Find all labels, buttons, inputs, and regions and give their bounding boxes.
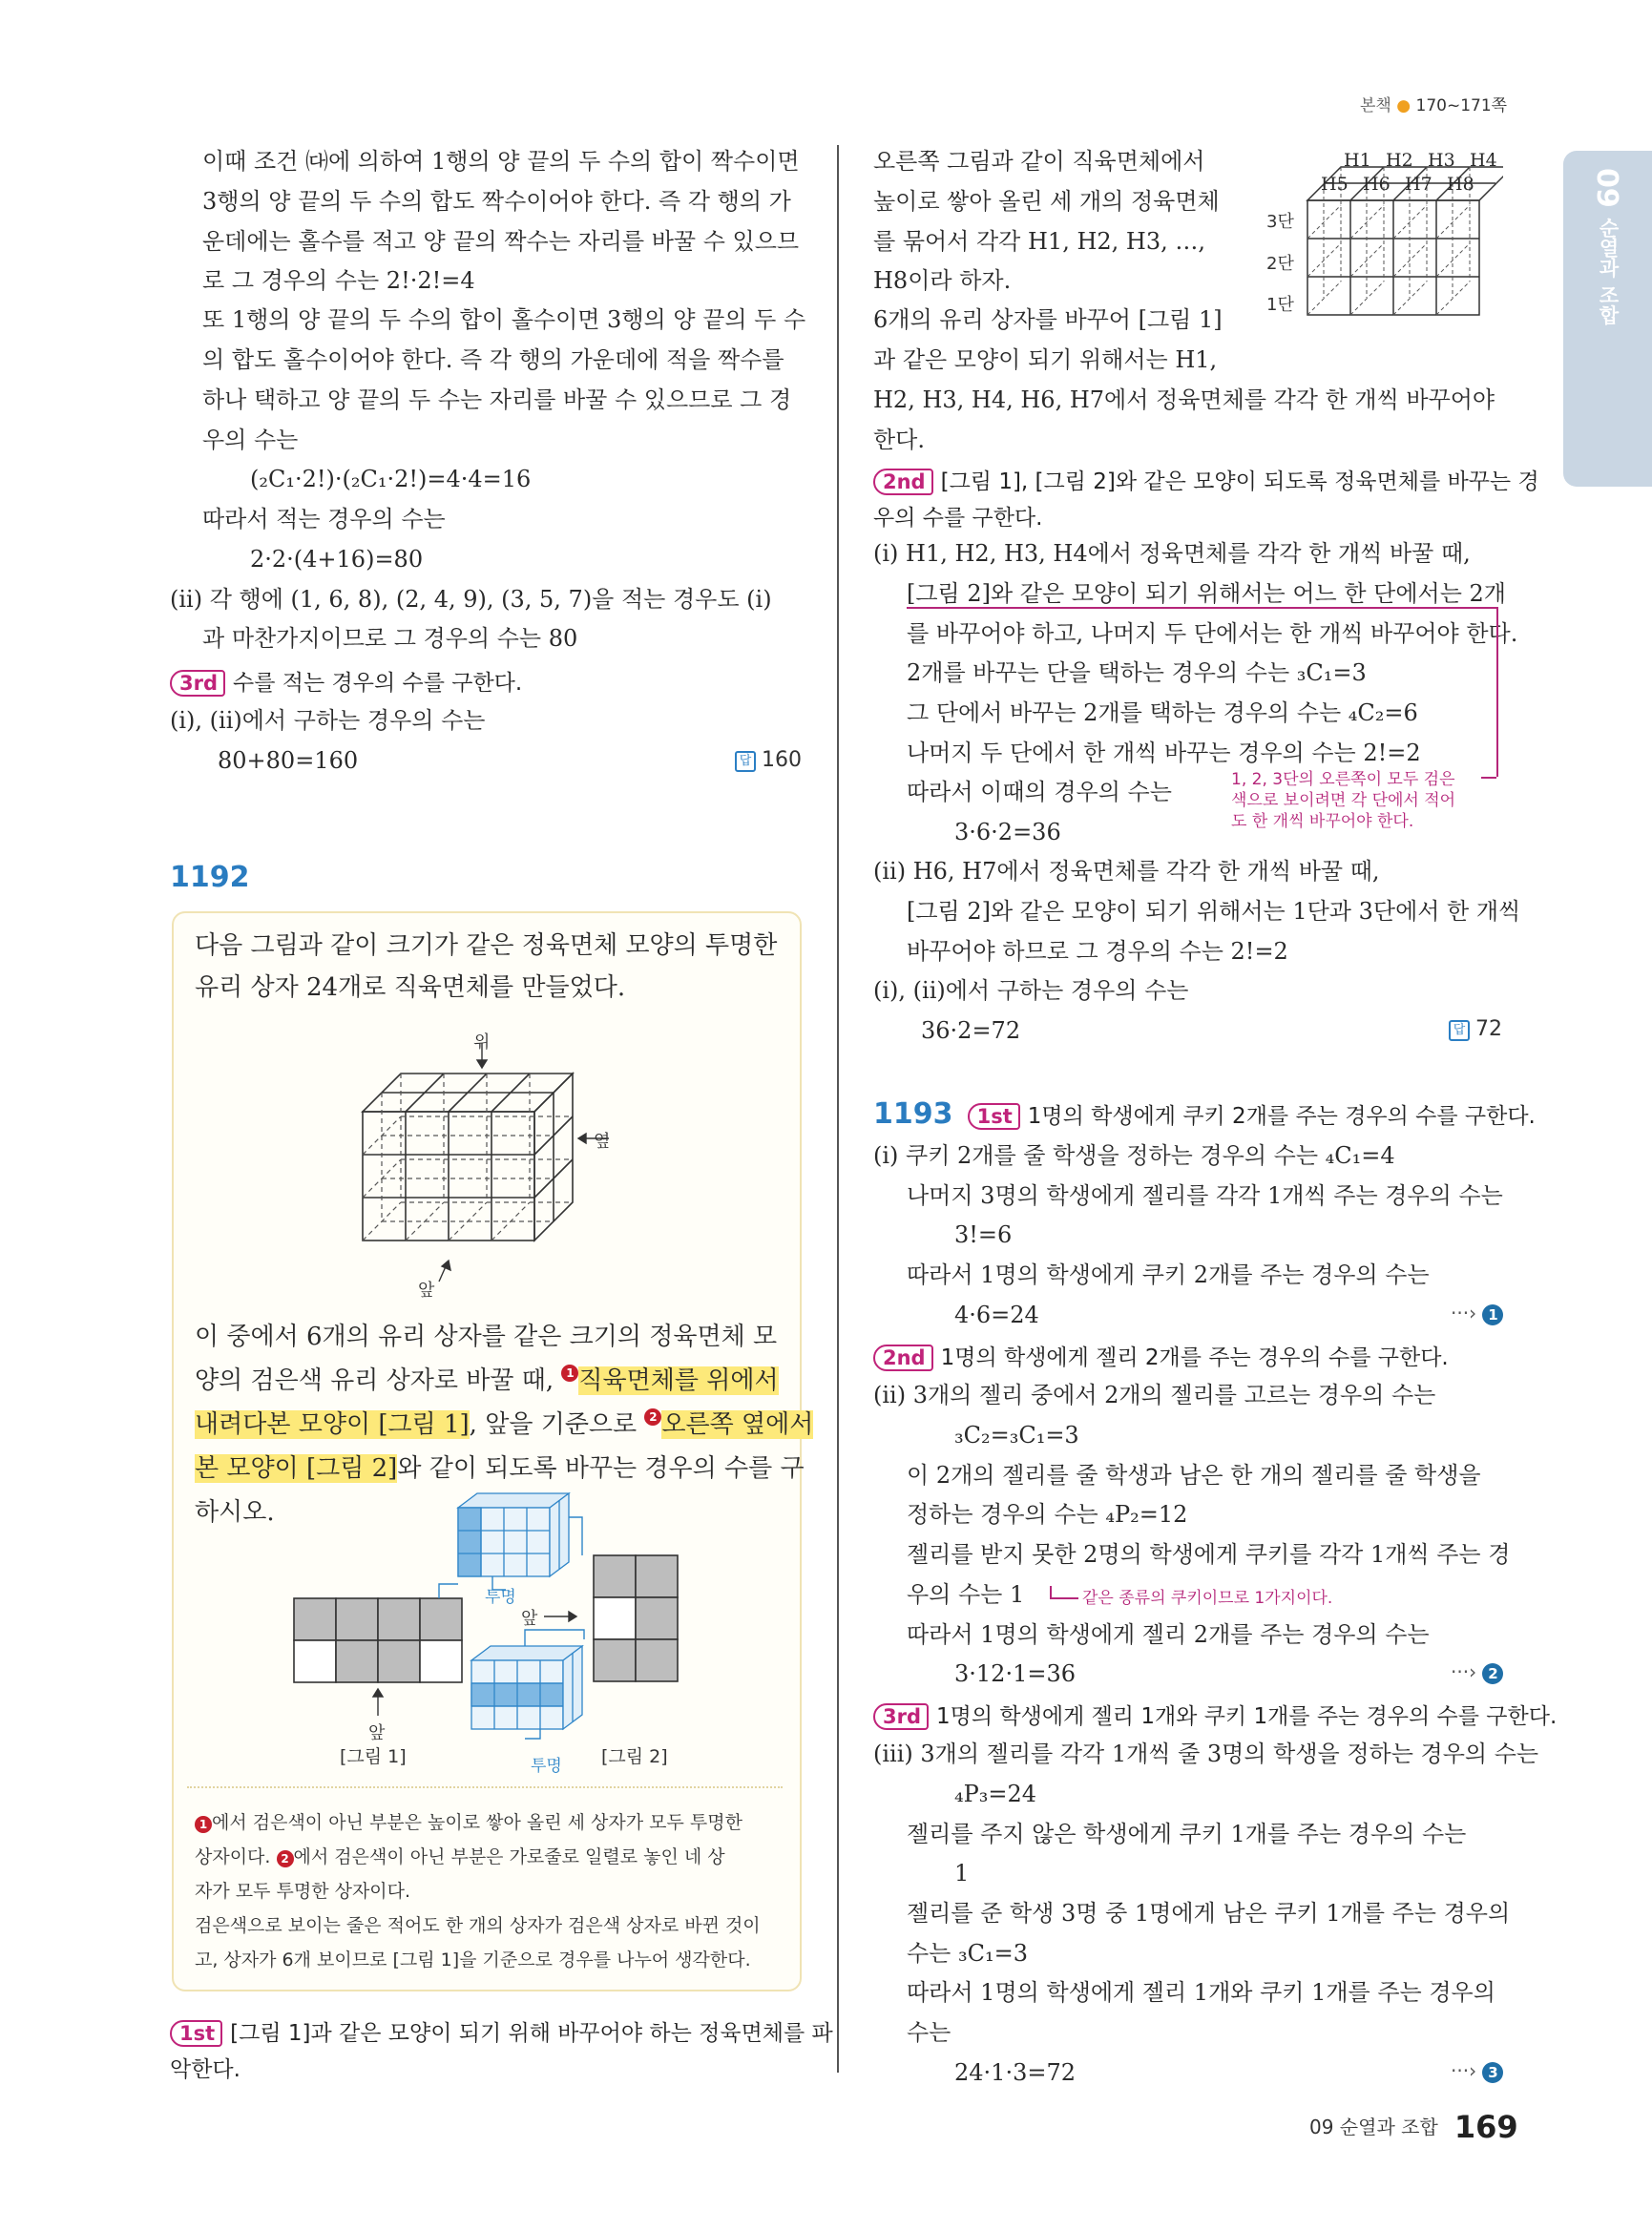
hint-marker-2: 2 xyxy=(277,1850,294,1867)
problem-body-1: 이 중에서 6개의 유리 상자를 같은 크기의 정육면체 모 xyxy=(195,1323,778,1351)
text-line: 로 그 경우의 수는 2!·2!=4 xyxy=(202,267,475,294)
formula-line: ₄P₃=24 xyxy=(954,1781,1037,1807)
text-line: (ii) 3개의 젤리 중에서 2개의 젤리를 고르는 경우의 수는 xyxy=(873,1382,1436,1408)
step-text: [그림 1], [그림 2]와 같은 모양이 되도록 정육면체를 바꾸는 경 xyxy=(940,469,1539,494)
problem-body-5: 하시오. xyxy=(195,1498,275,1527)
header-book: 본책 xyxy=(1360,96,1391,115)
h-label: H2 xyxy=(1386,150,1413,171)
problem-1193-header xyxy=(873,1097,1536,1131)
step-2nd-1193 xyxy=(873,1340,1449,1371)
text-line: 수는 ₃C₁=3 xyxy=(907,1940,1028,1967)
text-line: 젤리를 준 학생 3명 중 1명에게 남은 쿠키 1개를 주는 경우의 xyxy=(907,1900,1511,1927)
h-label: H7 xyxy=(1405,174,1432,195)
step-text: [그림 1]과 같은 모양이 되기 위해 바꾸어야 하는 정육면체를 파 xyxy=(230,2021,833,2046)
step-text: 1명의 학생에게 젤리 2개를 주는 경우의 수를 구한다. xyxy=(940,1345,1449,1370)
step-tag: 2nd xyxy=(873,1345,933,1371)
formula-line: 36·2=72 xyxy=(921,1017,1021,1044)
step-tag: 1st xyxy=(968,1103,1020,1130)
text-line: H8이라 하자. xyxy=(873,267,1012,294)
chapter-tab-title: 순열과 조합 xyxy=(1597,218,1620,325)
step-tag: 1st xyxy=(170,2020,222,2047)
hint-marker-1: 1 xyxy=(195,1816,212,1833)
underline-annotation xyxy=(907,607,1498,609)
text-line: 오른쪽 그림과 같이 직육면체에서 xyxy=(873,148,1205,175)
hint-line-2 xyxy=(195,1840,761,1874)
result-marker: 3 xyxy=(1482,2062,1503,2083)
problem-body-3 xyxy=(195,1408,813,1441)
h-labels-bottom-row xyxy=(1321,174,1489,195)
note-same-cookie xyxy=(1050,1586,1332,1609)
text-line: 따라서 이때의 경우의 수는 xyxy=(907,779,1172,805)
hint-line-5: 고, 상자가 6개 보이므로 [그림 1]을 기준으로 경우를 나누어 생각한다. xyxy=(195,1950,751,1970)
formula-line: 80+80=160 xyxy=(218,747,359,774)
cuboid-figure xyxy=(344,1026,630,1298)
h-label: H1 xyxy=(1344,150,1371,171)
marker-2: 2 xyxy=(644,1408,661,1426)
bracket-annotation-tip xyxy=(1481,777,1496,779)
formula-line: 4·6=24 xyxy=(954,1302,1039,1328)
h-labels-top-row xyxy=(1344,150,1512,171)
problem-intro-1: 다음 그림과 같이 크기가 같은 정육면체 모양의 투명한 xyxy=(195,931,778,960)
pink-note xyxy=(1231,769,1455,832)
text-line: 3행의 양 끝의 두 수의 합도 짝수이어야 한다. 즉 각 행의 가 xyxy=(202,188,791,215)
text-line: 이때 조건 ㈐에 의하여 1행의 양 끝의 두 수의 합이 짝수이면 xyxy=(202,148,800,175)
answer-value: 72 xyxy=(1475,1017,1502,1041)
marker-1: 1 xyxy=(561,1365,578,1382)
formula-line: ₃C₂=₃C₁=3 xyxy=(954,1422,1079,1449)
note-bracket xyxy=(1050,1586,1078,1599)
text-line: [그림 2]와 같은 모양이 되기 위해서는 어느 한 단에서는 2개 xyxy=(907,580,1506,607)
footer-page-number: 169 xyxy=(1453,2109,1518,2145)
text-line: 이 2개의 젤리를 줄 학생과 남은 한 개의 젤리를 줄 학생을 xyxy=(907,1462,1481,1489)
h-label: H3 xyxy=(1428,150,1455,171)
step-3rd-left xyxy=(170,665,522,697)
h-label: H6 xyxy=(1363,174,1391,195)
bracket-annotation xyxy=(1496,607,1498,777)
label-figure-1: [그림 1] xyxy=(340,1746,407,1767)
step-text: 1명의 학생에게 쿠키 2개를 주는 경우의 수를 구한다. xyxy=(1027,1104,1536,1129)
body-text: 와 같이 되도록 바꾸는 경우의 수를 구 xyxy=(397,1454,805,1483)
text-line: (i) 쿠키 2개를 줄 학생을 정하는 경우의 수는 ₄C₁=4 xyxy=(873,1142,1395,1169)
text-line: 젤리를 받지 못한 2명의 학생에게 쿠키를 각각 1개씩 주는 경 xyxy=(907,1541,1511,1568)
blue-cube-bottom xyxy=(471,1646,582,1729)
chapter-tab-number: 09 xyxy=(1590,168,1623,208)
highlight-text: 내려다본 모양이 [그림 1] xyxy=(195,1410,470,1439)
note-line: 1, 2, 3단의 오른쪽이 모두 검은 xyxy=(1231,770,1455,789)
header-dot: ● xyxy=(1396,96,1412,115)
step-1st-left xyxy=(170,2016,833,2087)
tier-label-2: 2단 xyxy=(1266,254,1294,274)
text-line: 과 같은 모양이 되기 위해서는 H1, xyxy=(873,346,1218,373)
label-side: 옆 xyxy=(594,1132,611,1152)
step-text-cont: 우의 수를 구한다. xyxy=(873,506,1043,531)
problem-body-2 xyxy=(195,1365,779,1397)
problem-number-1192: 1192 xyxy=(170,861,250,894)
step-text: 1명의 학생에게 젤리 1개와 쿠키 1개를 주는 경우의 수를 구한다. xyxy=(936,1704,1558,1729)
text-line: 젤리를 주지 않은 학생에게 쿠키 1개를 주는 경우의 수는 xyxy=(907,1821,1467,1847)
text-line: 과 마찬가지이므로 그 경우의 수는 80 xyxy=(202,625,578,652)
hint-text: 에서 검은색이 아닌 부분은 가로줄로 일렬로 놓인 네 상 xyxy=(293,1846,725,1867)
note-line: 색으로 보이려면 각 단에서 적어 xyxy=(1231,791,1456,810)
formula-line: 3·12·1=36 xyxy=(954,1660,1076,1687)
label-transparent-2: 투명 xyxy=(531,1757,562,1776)
text-line: 2개를 바꾸는 단을 택하는 경우의 수는 ₃C₁=3 xyxy=(907,659,1367,686)
text-line: 또 1행의 양 끝의 두 수의 합이 홀수이면 3행의 양 끝의 두 수 xyxy=(202,306,806,333)
formula-line: 24·1·3=72 xyxy=(954,2059,1076,2086)
note-line: 도 한 개씩 바꾸어야 한다. xyxy=(1231,812,1414,831)
hint-line-4: 검은색으로 보이는 줄은 적어도 한 개의 상자가 검은색 상자로 바뀐 것이 xyxy=(195,1915,761,1936)
answer-160 xyxy=(735,748,802,772)
hint-block xyxy=(195,1805,761,1977)
formula-line: 3·6·2=36 xyxy=(954,819,1061,845)
problem-intro-2: 유리 상자 24개로 직육면체를 만들었다. xyxy=(195,973,626,1002)
text-line: 따라서 적는 경우의 수는 xyxy=(202,506,446,532)
label-figure-2: [그림 2] xyxy=(601,1746,668,1767)
answer-72 xyxy=(1449,1017,1502,1041)
label-front-fig1: 앞 xyxy=(368,1723,386,1743)
formula-line: 1 xyxy=(954,1860,970,1887)
text-line: 바꾸어야 하므로 그 경우의 수는 2!=2 xyxy=(907,938,1288,965)
text-line: 하나 택하고 양 끝의 두 수는 자리를 바꿀 수 있으므로 그 경 xyxy=(202,386,792,413)
text-line: (ii) 각 행에 (1, 6, 8), (2, 4, 9), (3, 5, 7)을 적는 경우도 (i) xyxy=(170,586,772,613)
text-line: 나머지 3명의 학생에게 젤리를 각각 1개씩 주는 경우의 수는 xyxy=(907,1182,1503,1209)
text-line: 따라서 1명의 학생에게 쿠키 2개를 주는 경우의 수는 xyxy=(907,1261,1430,1288)
tier-label-3: 3단 xyxy=(1266,212,1294,232)
step-tag: 3rd xyxy=(873,1703,929,1730)
text-line: (i), (ii)에서 구하는 경우의 수는 xyxy=(170,707,486,734)
tier-label-1: 1단 xyxy=(1266,295,1294,315)
hint-text: 상자이다. xyxy=(195,1846,271,1867)
h-cuboid-figure xyxy=(1265,143,1503,334)
text-line: 그 단에서 바꾸는 2개를 택하는 경우의 수는 ₄C₂=6 xyxy=(907,699,1418,726)
text-line: 따라서 1명의 학생에게 젤리 2개를 주는 경우의 수는 xyxy=(907,1621,1430,1648)
label-front-2: 앞 xyxy=(521,1609,538,1629)
text-line: 의 합도 홀수이어야 한다. 즉 각 행의 가운데에 적을 짝수를 xyxy=(202,346,784,373)
text-line: 따라서 1명의 학생에게 젤리 1개와 쿠키 1개를 주는 경우의 xyxy=(907,1979,1495,2006)
answer-icon: 답 xyxy=(735,751,756,772)
h-label: H8 xyxy=(1447,174,1474,195)
highlight-text: 오른쪽 옆에서 xyxy=(661,1410,814,1439)
blue-cube-top xyxy=(458,1493,569,1576)
formula-line: (₂C₁·2!)·(₂C₁·2!)=4·4=16 xyxy=(250,466,532,492)
chapter-side-tab[interactable] xyxy=(1563,151,1652,487)
note-text: 같은 종류의 쿠키이므로 1가지이다. xyxy=(1082,1589,1333,1608)
formula-line: 3!=6 xyxy=(954,1221,1013,1248)
figure-2-grid xyxy=(594,1555,678,1681)
label-top: 위 xyxy=(473,1032,491,1053)
highlight-text: 본 모양이 [그림 2] xyxy=(195,1454,398,1483)
formula-line: 2·2·(4+16)=80 xyxy=(250,546,424,573)
hint-divider xyxy=(187,1786,783,1788)
text-line: 운데에는 홀수를 적고 양 끝의 짝수는 자리를 바꿀 수 있으므 xyxy=(202,228,800,255)
text-line: 수는 xyxy=(907,2019,951,2046)
text-line: 우의 수는 xyxy=(202,427,299,453)
hint-line-1 xyxy=(195,1805,761,1840)
answer-icon: 답 xyxy=(1449,1020,1470,1041)
text-line: [그림 2]와 같은 모양이 되기 위해서는 1단과 3단에서 한 개씩 xyxy=(907,898,1521,925)
result-marker: 2 xyxy=(1482,1663,1503,1684)
step-3rd-1193 xyxy=(873,1699,1557,1730)
header-pages: 170~171쪽 xyxy=(1415,96,1508,115)
step-text: 수를 적는 경우의 수를 구한다. xyxy=(233,671,523,696)
page-header xyxy=(1360,92,1507,115)
text-line: 우의 수는 1 xyxy=(907,1581,1025,1608)
hint-text: 에서 검은색이 아닌 부분은 높이로 쌓아 올린 세 상자가 모두 투명한 xyxy=(212,1812,742,1833)
text-line: (iii) 3개의 젤리를 각각 1개씩 줄 3명의 학생을 정하는 경우의 수는 xyxy=(873,1741,1539,1767)
text-line: 한다. xyxy=(873,427,925,453)
column-divider xyxy=(837,145,839,2073)
views-figure xyxy=(286,1489,687,1784)
text-line: 를 묶어서 각각 H1, H2, H3, …, xyxy=(873,228,1205,255)
problem-number-1193: 1193 xyxy=(873,1097,953,1131)
text-line: (ii) H6, H7에서 정육면체를 각각 한 개씩 바꿀 때, xyxy=(873,858,1380,885)
answer-value: 160 xyxy=(762,748,802,772)
page-footer xyxy=(1309,2109,1518,2145)
result-mark-1: ···› 1 xyxy=(1451,1302,1503,1325)
result-mark-3: ···› 3 xyxy=(1451,2059,1503,2083)
highlight-text: 직육면체를 위에서 xyxy=(578,1366,779,1395)
h-label: H4 xyxy=(1470,150,1497,171)
result-marker: 1 xyxy=(1482,1304,1503,1325)
hint-line-3: 자가 모두 투명한 상자이다. xyxy=(195,1881,411,1902)
h-label: H5 xyxy=(1321,174,1349,195)
text-line: 6개의 유리 상자를 바꾸어 [그림 1] xyxy=(873,306,1223,333)
text-line: 높이로 쌓아 올린 세 개의 정육면체 xyxy=(873,188,1220,215)
text-line: (i) H1, H2, H3, H4에서 정육면체를 각각 한 개씩 바꿀 때, xyxy=(873,540,1471,567)
text-line: 를 바꾸어야 하고, 나머지 두 단에서는 한 개씩 바꾸어야 한다. xyxy=(907,620,1518,647)
body-text: , 앞을 기준으로 xyxy=(469,1410,638,1439)
label-transparent-1: 투명 xyxy=(485,1588,516,1607)
step-tag: 2nd xyxy=(873,469,933,495)
label-front: 앞 xyxy=(418,1281,435,1301)
step-2nd-right xyxy=(873,465,1539,535)
text-line: H2, H3, H4, H6, H7에서 정육면체를 각각 한 개씩 바꾸어야 xyxy=(873,386,1495,413)
text-line: 정하는 경우의 수는 ₄P₂=12 xyxy=(907,1501,1188,1528)
figure-1-grid xyxy=(294,1598,462,1682)
text-line: 나머지 두 단에서 한 개씩 바꾸는 경우의 수는 2!=2 xyxy=(907,740,1421,766)
text-line: (i), (ii)에서 구하는 경우의 수는 xyxy=(873,977,1189,1004)
problem-body-4 xyxy=(195,1452,805,1485)
result-mark-2: ···› 2 xyxy=(1451,1660,1503,1684)
step-text-cont: 악한다. xyxy=(170,2057,240,2082)
body-text: 양의 검은색 유리 상자로 바꿀 때, xyxy=(195,1366,554,1395)
step-tag: 3rd xyxy=(170,670,225,697)
footer-chapter: 09 순열과 조합 xyxy=(1309,2116,1438,2138)
